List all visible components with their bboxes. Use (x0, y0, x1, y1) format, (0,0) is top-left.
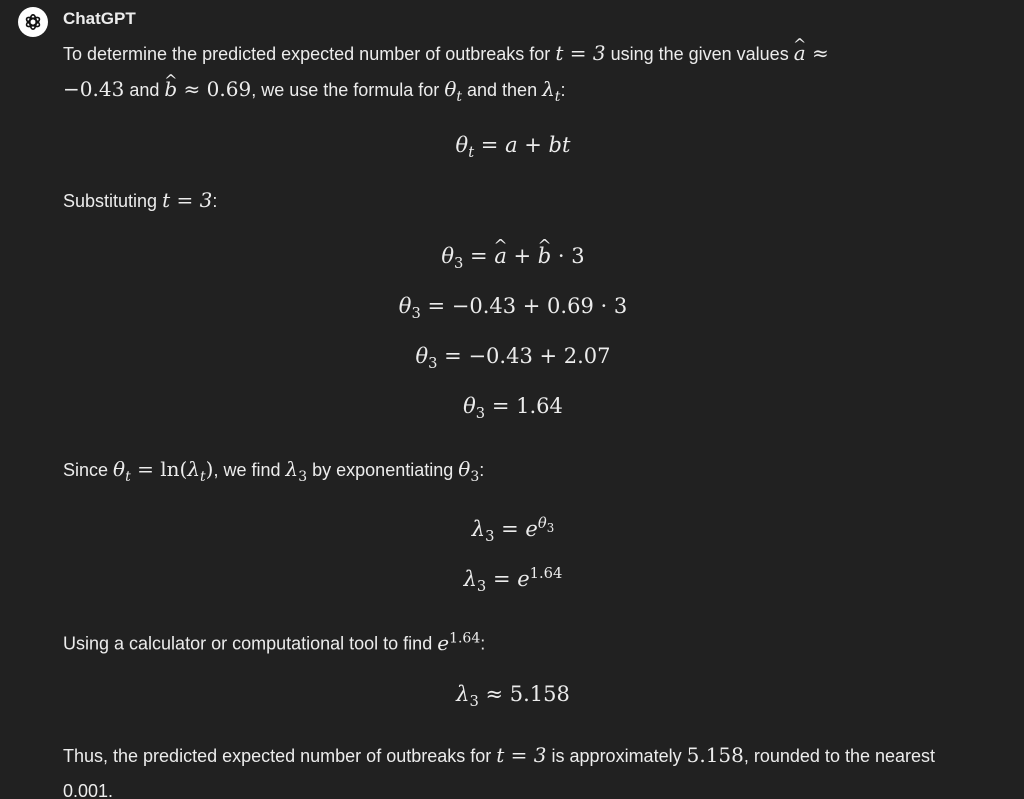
math-bhat: ^ b ≈ 0.69 (164, 77, 251, 101)
math-theta-t: $\theta_t$ (444, 77, 462, 105)
equation-theta-3: $\theta_3 = -0.43 + 2.07$ (415, 344, 611, 373)
equation-lambda-1: $\lambda_3 = e^{\theta_3}$ (471, 514, 555, 546)
since-text-2: , we find (213, 460, 281, 481)
equation-theta-4: $\theta_3 = 1.64$ (463, 394, 563, 423)
since-text-1: Since (63, 460, 109, 481)
conclusion-text-2: is approximately (551, 745, 682, 766)
intro-text-4: , we use the formula for (251, 80, 440, 100)
message-content (63, 36, 963, 799)
author-name: ChatGPT (63, 9, 136, 28)
chatgpt-avatar (18, 7, 48, 37)
lambda-equations (63, 515, 963, 615)
openai-logo-icon (23, 12, 43, 32)
since-text-3: by exponentiating (312, 460, 454, 481)
theta-equations (63, 244, 963, 444)
conclusion-text-1: Thus, the predicted expected number of outbreaks for (63, 745, 492, 766)
intro-paragraph: To determine the predicted expected number of outbreaks for t = 3 using the given values ^ a ≈ −0.43 and ^ b ≈ 0.69, we use the formula for $\theta_t$ and then $\lambda_t$: (63, 36, 923, 115)
calculator-text: Using a calculator or computational tool to find (63, 633, 433, 654)
math-t3: t = 3 (555, 41, 606, 65)
math-theta-ln-lambda: $\theta_t = \ln(\lambda_t)$ (113, 457, 214, 485)
intro-text-1: To determine the predicted expected number of outbreaks for (63, 44, 551, 64)
equation-theta-2: $\theta_3 = -0.43 + 0.69 \cdot 3$ (398, 294, 628, 323)
calculator-paragraph: Using a calculator or computational tool to find $e^{1.64}$: (63, 629, 486, 655)
math-ahat-value: −0.43 (63, 77, 125, 101)
substituting-paragraph: Substituting t = 3: (63, 188, 218, 213)
since-paragraph: Since $\theta_t = \ln(\lambda_t)$, we find $\lambda_3$ by exponentiating $\theta_3$: (63, 457, 485, 485)
substituting-text: Substituting (63, 191, 158, 212)
equation-lambda-2: $\lambda_3 = e^{1.64}$ (463, 564, 563, 596)
intro-text-5: and then (467, 80, 538, 100)
equation-theta-1: $\theta_3$ = ^ a + ^ b · 3 (63, 244, 963, 294)
math-ahat: ^ a ≈ (794, 41, 829, 65)
math-lambda3: $\lambda_3$ (285, 457, 308, 485)
equation-general: $\theta_t = a$ + bt (455, 132, 571, 162)
intro-text-2: using the given values (610, 44, 789, 64)
math-conclusion-t3: t = 3 (496, 742, 547, 767)
math-lambda-t: $\lambda_t$ (542, 77, 561, 105)
conclusion-paragraph (63, 738, 963, 799)
math-conclusion-value: 5.158 (686, 742, 744, 767)
intro-text-3: and (129, 80, 160, 100)
equation-result: $\lambda_3 \approx 5.158$ (456, 681, 570, 710)
math-theta3: $\theta_3$ (458, 457, 480, 485)
conclusion-text-3: , rounded to the nearest 0.001. (63, 745, 936, 799)
math-substituting-t3: t = 3 (162, 188, 213, 213)
math-e-1-64: $e^{1.64}$ (437, 629, 481, 655)
